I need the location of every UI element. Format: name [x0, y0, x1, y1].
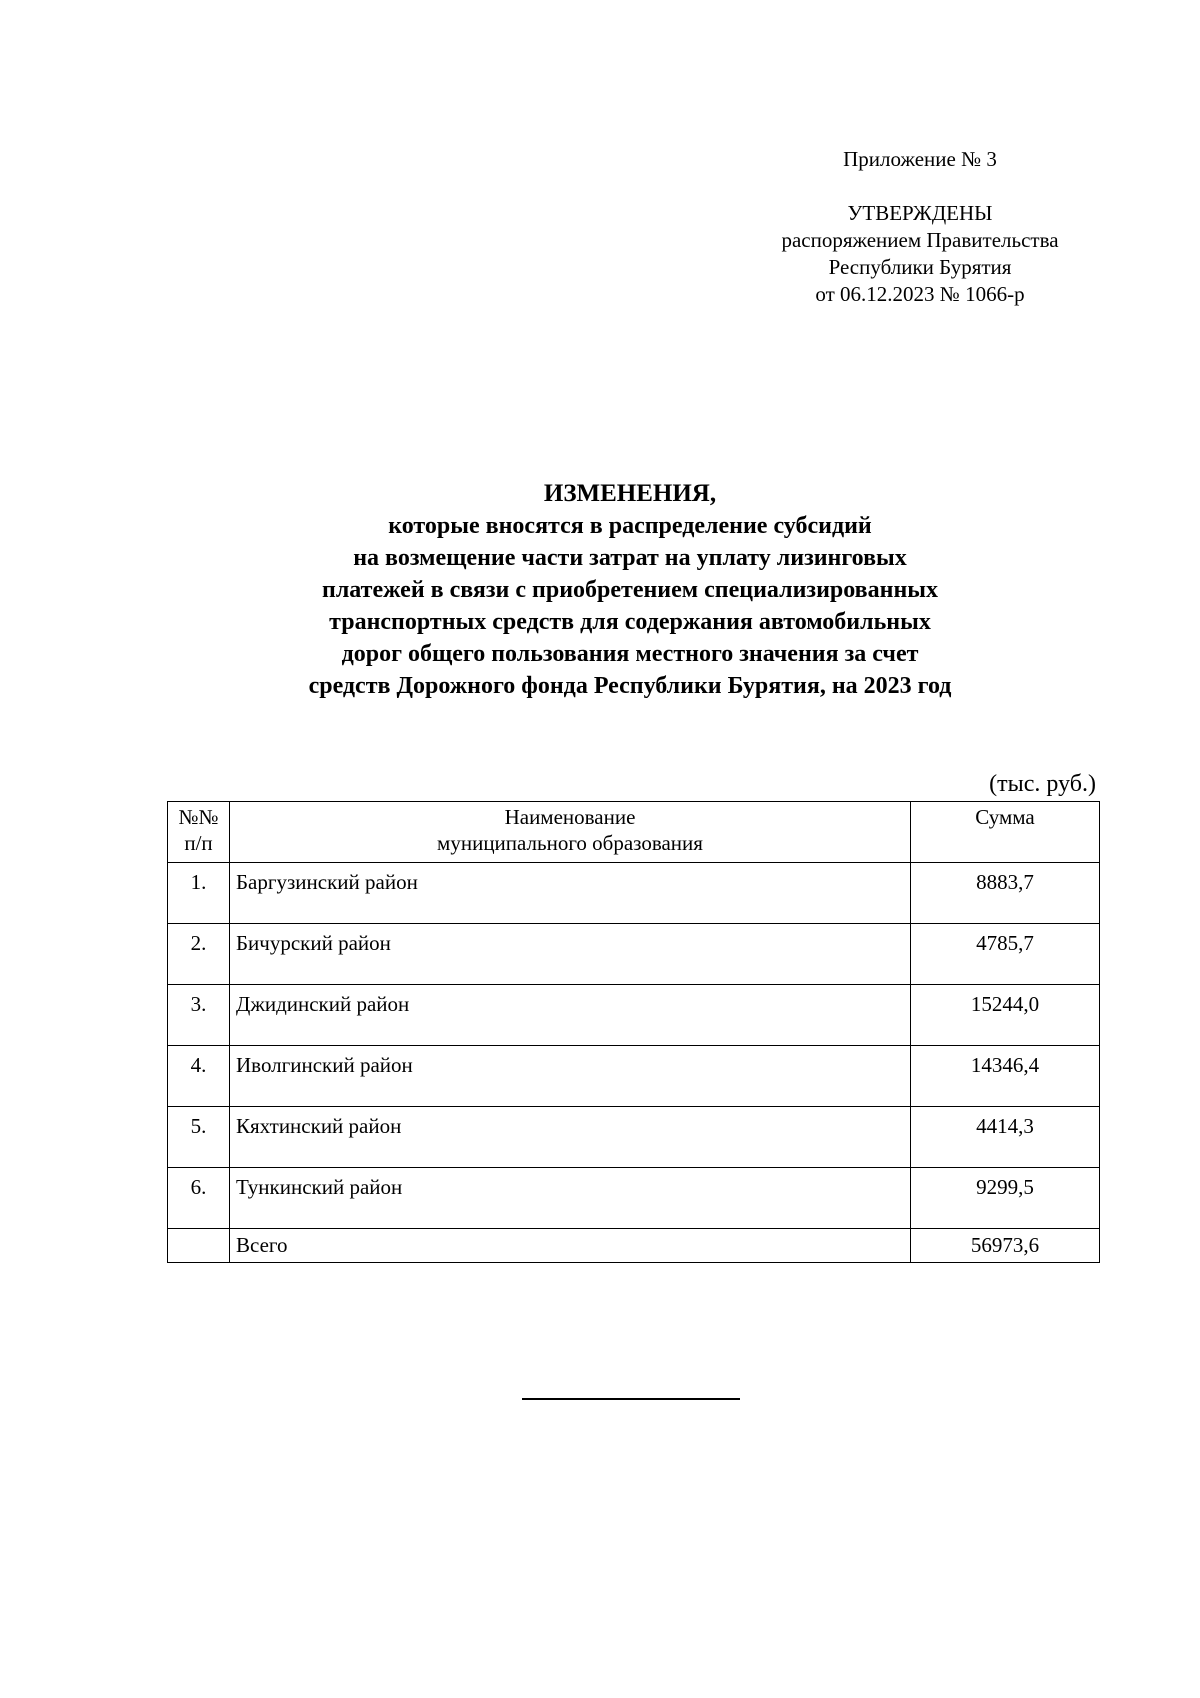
column-header-number: №№ п/п	[168, 802, 230, 863]
column-header-sum: Сумма	[911, 802, 1100, 863]
table-row	[168, 985, 1100, 1046]
row-sum: 14346,4	[911, 1046, 1100, 1107]
title-line: транспортных средств для содержания автомобильных	[329, 609, 931, 635]
column-header-name: Наименование муниципального образования	[230, 802, 911, 863]
approval-line: распоряжением Правительства	[781, 228, 1059, 252]
row-number: 5.	[168, 1107, 230, 1168]
row-number: 2.	[168, 924, 230, 985]
row-name: Иволгинский район	[230, 1046, 911, 1107]
approval-block	[750, 200, 1090, 308]
row-name: Кяхтинский район	[230, 1107, 911, 1168]
table-row	[168, 1168, 1100, 1229]
approval-line: Республики Бурятия	[828, 255, 1012, 279]
title-line: платежей в связи с приобретением специализированных	[321, 577, 939, 603]
appendix-label: Приложение № 3	[843, 147, 997, 171]
approval-line: УТВЕРЖДЕНЫ	[847, 201, 993, 225]
row-name: Баргузинский район	[230, 863, 911, 924]
row-sum: 4414,3	[911, 1107, 1100, 1168]
title-line: дорог общего пользования местного значения за счет	[341, 641, 919, 667]
total-label: Всего	[230, 1229, 911, 1263]
total-sum: 56973,6	[911, 1229, 1100, 1263]
total-number	[168, 1229, 230, 1263]
row-number: 4.	[168, 1046, 230, 1107]
row-sum: 15244,0	[911, 985, 1100, 1046]
table-header-row	[168, 802, 1100, 863]
row-name: Тункинский район	[230, 1168, 911, 1229]
title-line: на возмещение части затрат на уплату лизинговых	[353, 545, 907, 571]
row-number: 1.	[168, 863, 230, 924]
table-row	[168, 1107, 1100, 1168]
title-line: которые вносятся в распределение субсидий	[388, 513, 872, 539]
row-name: Джидинский район	[230, 985, 911, 1046]
row-sum: 4785,7	[911, 924, 1100, 985]
table-total-row	[168, 1229, 1100, 1263]
title-line: средств Дорожного фонда Республики Бурятия, на 2023 год	[308, 673, 952, 699]
table-row	[168, 924, 1100, 985]
unit-label: (тыс. руб.)	[989, 771, 1096, 797]
row-name: Бичурский район	[230, 924, 911, 985]
approval-line: от 06.12.2023 № 1066-р	[815, 282, 1025, 306]
row-sum: 9299,5	[911, 1168, 1100, 1229]
row-sum: 8883,7	[911, 863, 1100, 924]
row-number: 3.	[168, 985, 230, 1046]
table-row	[168, 863, 1100, 924]
closing-divider	[522, 1398, 740, 1400]
allocation-table	[167, 801, 1100, 1263]
title-heading: ИЗМЕНЕНИЯ,	[543, 480, 717, 507]
document-title	[160, 478, 1100, 702]
table-row	[168, 1046, 1100, 1107]
row-number: 6.	[168, 1168, 230, 1229]
